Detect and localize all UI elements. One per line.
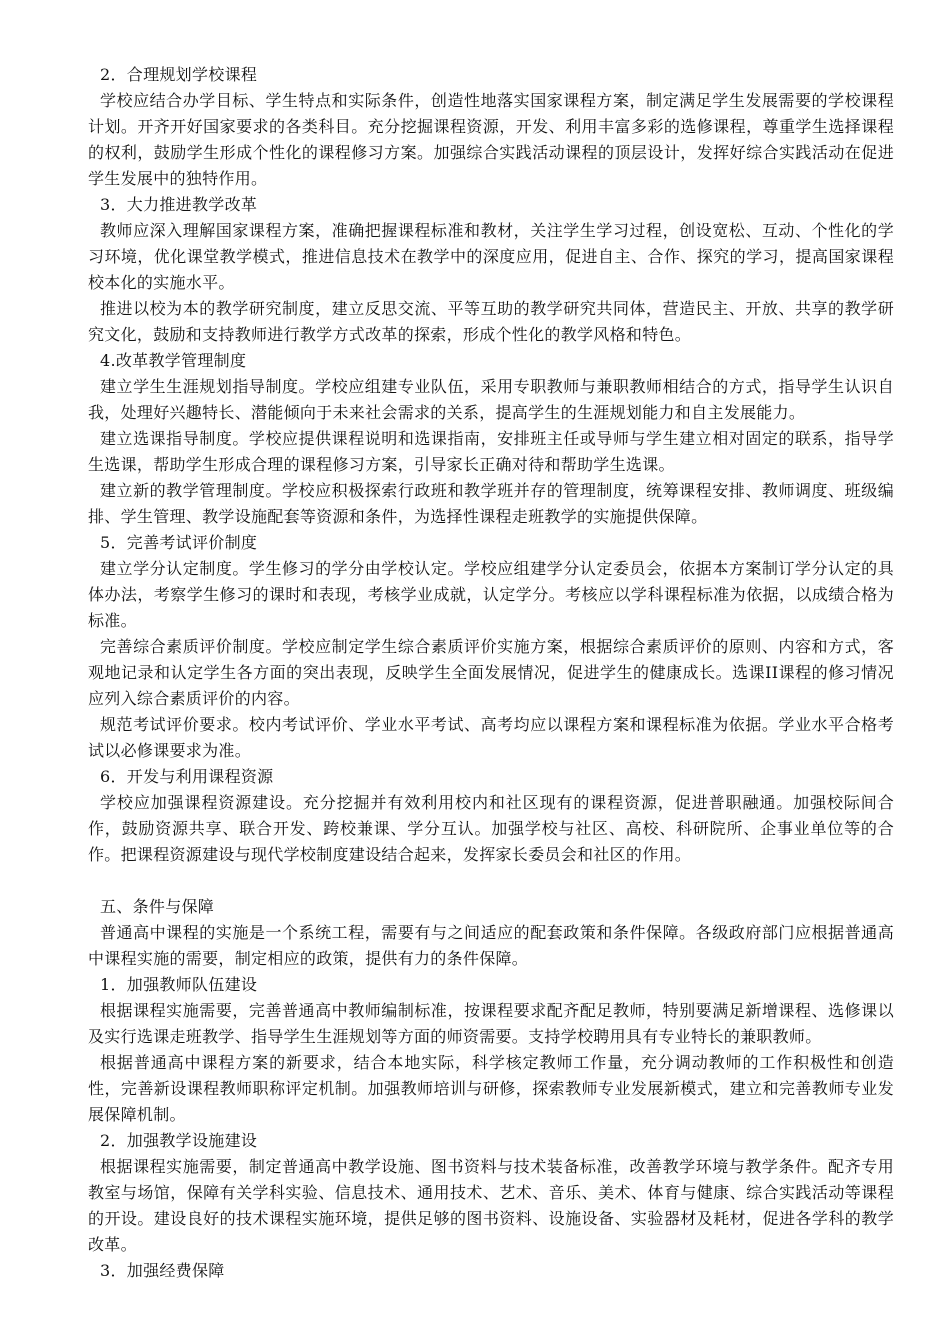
body-paragraph: 推进以校为本的教学研究制度，建立反思交流、平等互助的教学研究共同体，营造民主、开放、共享的教学研究文化，鼓励和支持教师进行教学方式改革的探索，形成个性化的教学风格和特色。 <box>88 299 894 344</box>
body-paragraph: 建立学生生涯规划指导制度。学校应组建专业队伍，采用专职教师与兼职教师相结合的方式，指导学生认识自我，处理好兴趣特长、潜能倾向于未来社会需求的关系，提高学生的生涯规划能力和自主发展能力。 <box>88 377 894 422</box>
body-paragraph: 根据课程实施需要，完善普通高中教师编制标准，按课程要求配齐配足教师，特别要满足新增课程、选修课以及实行选课走班教学、指导学生生涯规划等方面的师资需要。支持学校聘用具有专业特长的兼职教师。 <box>88 1001 894 1046</box>
body-paragraph: 建立选课指导制度。学校应提供课程说明和选课指南，安排班主任或导师与学生建立相对固定的联系，指导学生选课，帮助学生形成合理的课程修习方案，引导家长正确对待和帮助学生选课。 <box>88 429 894 474</box>
body-paragraph: 建立新的教学管理制度。学校应积极探索行政班和教学班并存的管理制度，统筹课程安排、教师调度、班级编排、学生管理、教学设施配套等资源和条件，为选择性课程走班教学的实施提供保障。 <box>88 481 894 526</box>
body-paragraph: 根据课程实施需要，制定普通高中教学设施、图书资料与技术装备标准，改善教学环境与教学条件。配齐专用教室与场馆，保障有关学科实验、信息技术、通用技术、艺术、音乐、美术、体育与健康、综合实践活动等课程的开设。建设良好的技术课程实施环境，提供足够的图书资料、设施设备、实验器材及耗材，促进各学科的教学改革。 <box>88 1157 894 1254</box>
body-paragraph: 教师应深入理解国家课程方案，准确把握课程标准和教材，关注学生学习过程，创设宽松、互动、个性化的学习环境，优化课堂教学模式，推进信息技术在教学中的深度应用，促进自主、合作、探究的学习，提高国家课程校本化的实施水平。 <box>88 221 894 292</box>
body-paragraph: 完善综合素质评价制度。学校应制定学生综合素质评价实施方案，根据综合素质评价的原则、内容和方式，客观地记录和认定学生各方面的突出表现，反映学生全面发展情况，促进学生的健康成长。选课II课程的修习情况应列入综合素质评价的内容。 <box>88 637 894 708</box>
body-paragraph: 规范考试评价要求。校内考试评价、学业水平考试、高考均应以课程方案和课程标准为依据。学业水平合格考试以必修课要求为准。 <box>88 715 894 760</box>
heading-2: 2．合理规划学校课程 <box>100 65 258 84</box>
body-paragraph: 学校应加强课程资源建设。充分挖掘并有效利用校内和社区现有的课程资源，促进普职融通。加强校际间合作，鼓励资源共享、联合开发、跨校兼课、学分互认。加强学校与社区、高校、科研院所、企事业单位等的合作。把课程资源建设与现代学校制度建设结合起来，发挥家长委员会和社区的作用。 <box>88 793 894 864</box>
section-heading-5: 五、条件与保障 <box>100 897 215 916</box>
heading-4: 4.改革教学管理制度 <box>100 351 247 370</box>
document-body <box>88 62 894 1284</box>
body-paragraph: 建立学分认定制度。学生修习的学分由学校认定。学校应组建学分认定委员会，依据本方案制订学分认定的具体办法，考察学生修习的课时和表现，考核学业成就，认定学分。考核应以学科课程标准为依据，以成绩合格为标准。 <box>88 559 894 630</box>
section-gap <box>88 868 894 894</box>
heading-1: 1．加强教师队伍建设 <box>100 975 258 994</box>
body-paragraph: 普通高中课程的实施是一个系统工程，需要有与之间适应的配套政策和条件保障。各级政府部门应根据普通高中课程实施的需要，制定相应的政策，提供有力的条件保障。 <box>88 923 894 968</box>
heading-6: 6．开发与利用课程资源 <box>100 767 274 786</box>
heading-3: 3．大力推进教学改革 <box>100 195 258 214</box>
body-paragraph: 根据普通高中课程方案的新要求，结合本地实际，科学核定教师工作量，充分调动教师的工作积极性和创造性，完善新设课程教师职称评定机制。加强教师培训与研修，探索教师专业发展新模式，建立和完善教师专业发展保障机制。 <box>88 1053 894 1124</box>
body-paragraph: 学校应结合办学目标、学生特点和实际条件，创造性地落实国家课程方案，制定满足学生发展需要的学校课程计划。开齐开好国家要求的各类科目。充分挖掘课程资源，开发、利用丰富多彩的选修课程，尊重学生选择课程的权利，鼓励学生形成个性化的课程修习方案。加强综合实践活动课程的顶层设计，发挥好综合实践活动在促进学生发展中的独特作用。 <box>88 91 894 188</box>
heading-3b: 3．加强经费保障 <box>100 1261 225 1280</box>
heading-5: 5．完善考试评价制度 <box>100 533 258 552</box>
heading-2b: 2．加强教学设施建设 <box>100 1131 258 1150</box>
